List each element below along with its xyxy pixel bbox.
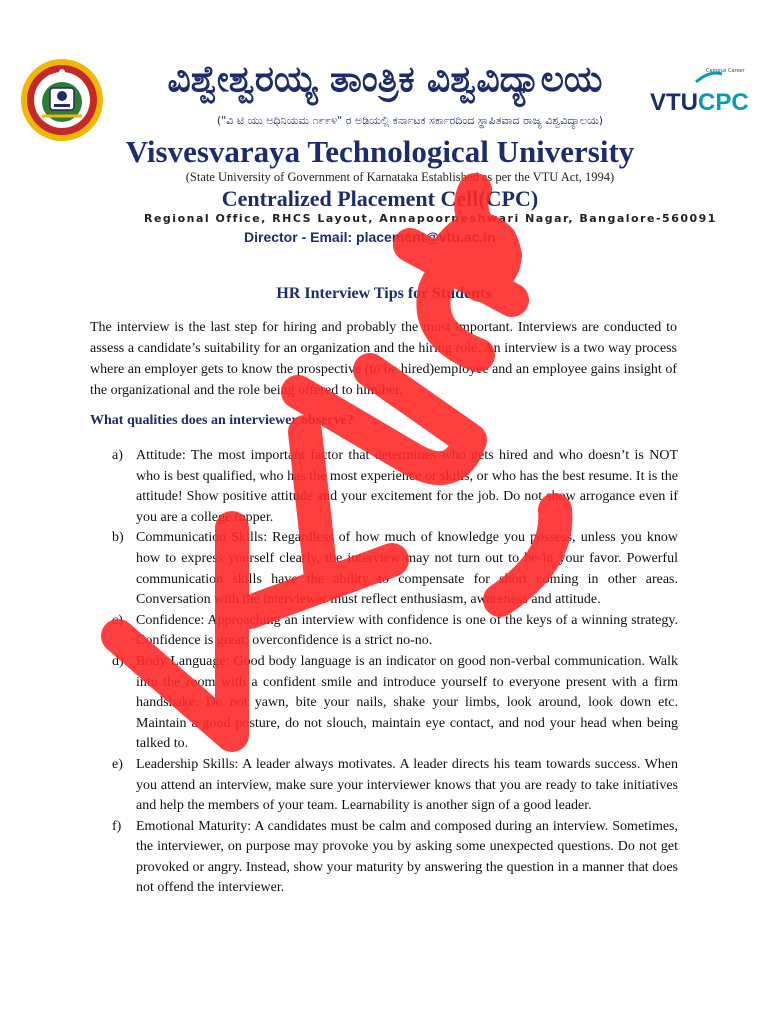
vtu-cpc-logo	[648, 60, 749, 130]
intro-paragraph: The interview is the last step for hiring and probably the most important. Interviews are conducted to assess a candidate’s suitability for an organization and the hiring role. An interview is a two way process where an employer gets to know the prospective (to be hired)employee and an employee gains insight of the organizational and the role being offered to him/her.	[90, 320, 677, 398]
list-item-text: Communication Skills: Regardless of how much of knowledge you possess, unless you know how to express yourself clearly, the interview may not turn out to be in your favor. Powerful communication skills have the ability to compensate for short coming in other areas. Conversation with the interviewer must reflect enthusiasm, awareness and attitude.	[136, 530, 678, 608]
list-marker: a)	[112, 448, 123, 463]
placement-cell-name: Centralized Placement Cell(CPC)	[221, 186, 539, 211]
list-item-leadership	[90, 755, 678, 817]
director-email: Director - Email: placement@vtu.ac.in	[244, 229, 496, 245]
list-item-confidence	[90, 611, 678, 652]
list-item-attitude	[90, 446, 678, 528]
list-marker: f)	[112, 818, 122, 834]
kannada-university-title: ವಿಶ್ವೇಶ್ವರಯ್ಯ ತಾಂತ್ರಿಕ ವಿಶ್ವವಿದ್ಯಾಲಯ	[167, 59, 603, 100]
office-address: Regional Office, RHCS Layout, Annapoorneshwari Nagar, Bangalore-560091	[144, 212, 717, 225]
list-item-emotional-maturity	[90, 817, 678, 899]
list-item-body-language	[90, 652, 678, 755]
list-marker: d)	[112, 653, 124, 669]
document-heading: HR Interview Tips for Students	[276, 285, 492, 302]
university-name: Visvesvaraya Technological University	[125, 134, 635, 169]
list-item-text: Leadership Skills: A leader always motivates. A leader directs his team towards success. When you attend an interview, make sure your interviewer knows that you are ready to take initiatives and help the members of your team. Learnability is another sign of a good leader.	[136, 756, 678, 814]
list-item-text: Emotional Maturity: A candidates must be calm and composed during an interview. Sometimes, the interviewer, on purpose may provoke you by asking some unexpected questions. Do not get provoked or angry. Instead, show your maturity by answering the question in a manner that does not offend the interviewer.	[136, 818, 678, 896]
vtu-cpc-logo-vtu-text: VTU	[650, 89, 698, 116]
vtu-cpc-logo-small-text: Campus Career	[706, 68, 745, 74]
university-subtitle: (State University of Government of Karnataka Established as per the VTU Act, 1994)	[185, 170, 615, 184]
vtu-cpc-logo-cpc-text: CPC	[698, 89, 749, 116]
list-marker: b)	[112, 530, 124, 546]
list-item-text: Confidence: Approaching an interview with confidence is one of the keys of a winning strategy. Confidence is great; overconfidence is a strict no-no.	[136, 612, 678, 649]
list-item-communication	[90, 528, 678, 610]
qualities-list	[90, 446, 678, 899]
list-marker: c)	[112, 612, 123, 628]
qualities-heading: What qualities does an interviewer observe?	[90, 413, 354, 428]
vtu-seal-logo	[20, 58, 104, 142]
kannada-subtitle: ("ವಿ ಟಿ ಯು ಅಧಿನಿಯಮ ೧೯೯೪" ರ ಅಡಿಯಲ್ಲಿ ಕರ್ನಾಟಕ ಸರ್ಕಾರದಿಂದ ಸ್ಥಾಪಿತವಾದ ರಾಜ್ಯ ವಿಶ್ವವಿದ್ಯಾಲಯ)	[216, 114, 604, 127]
list-marker: e)	[112, 756, 123, 772]
list-item-text: Body Language: Good body language is an indicator on good non-verbal communication. Walk into the room with a confident smile and introduce yourself to everyone present with a firm handshake. Do not yawn, bite your nails, shake your limbs, look around, look down etc. Maintain a good posture, do not slouch, maintain eye contact, and nod your head when being talked to.	[136, 653, 678, 752]
list-item-text: Attitude: The most important factor that determines who gets hired and who doesn’t is NOT who is best qualified, who has the most experience or skills, or who has the best resume. It is the attitude! Show positive attitude and your excitement for the job. Do not show arrogance even if you are a college topper.	[136, 448, 678, 525]
